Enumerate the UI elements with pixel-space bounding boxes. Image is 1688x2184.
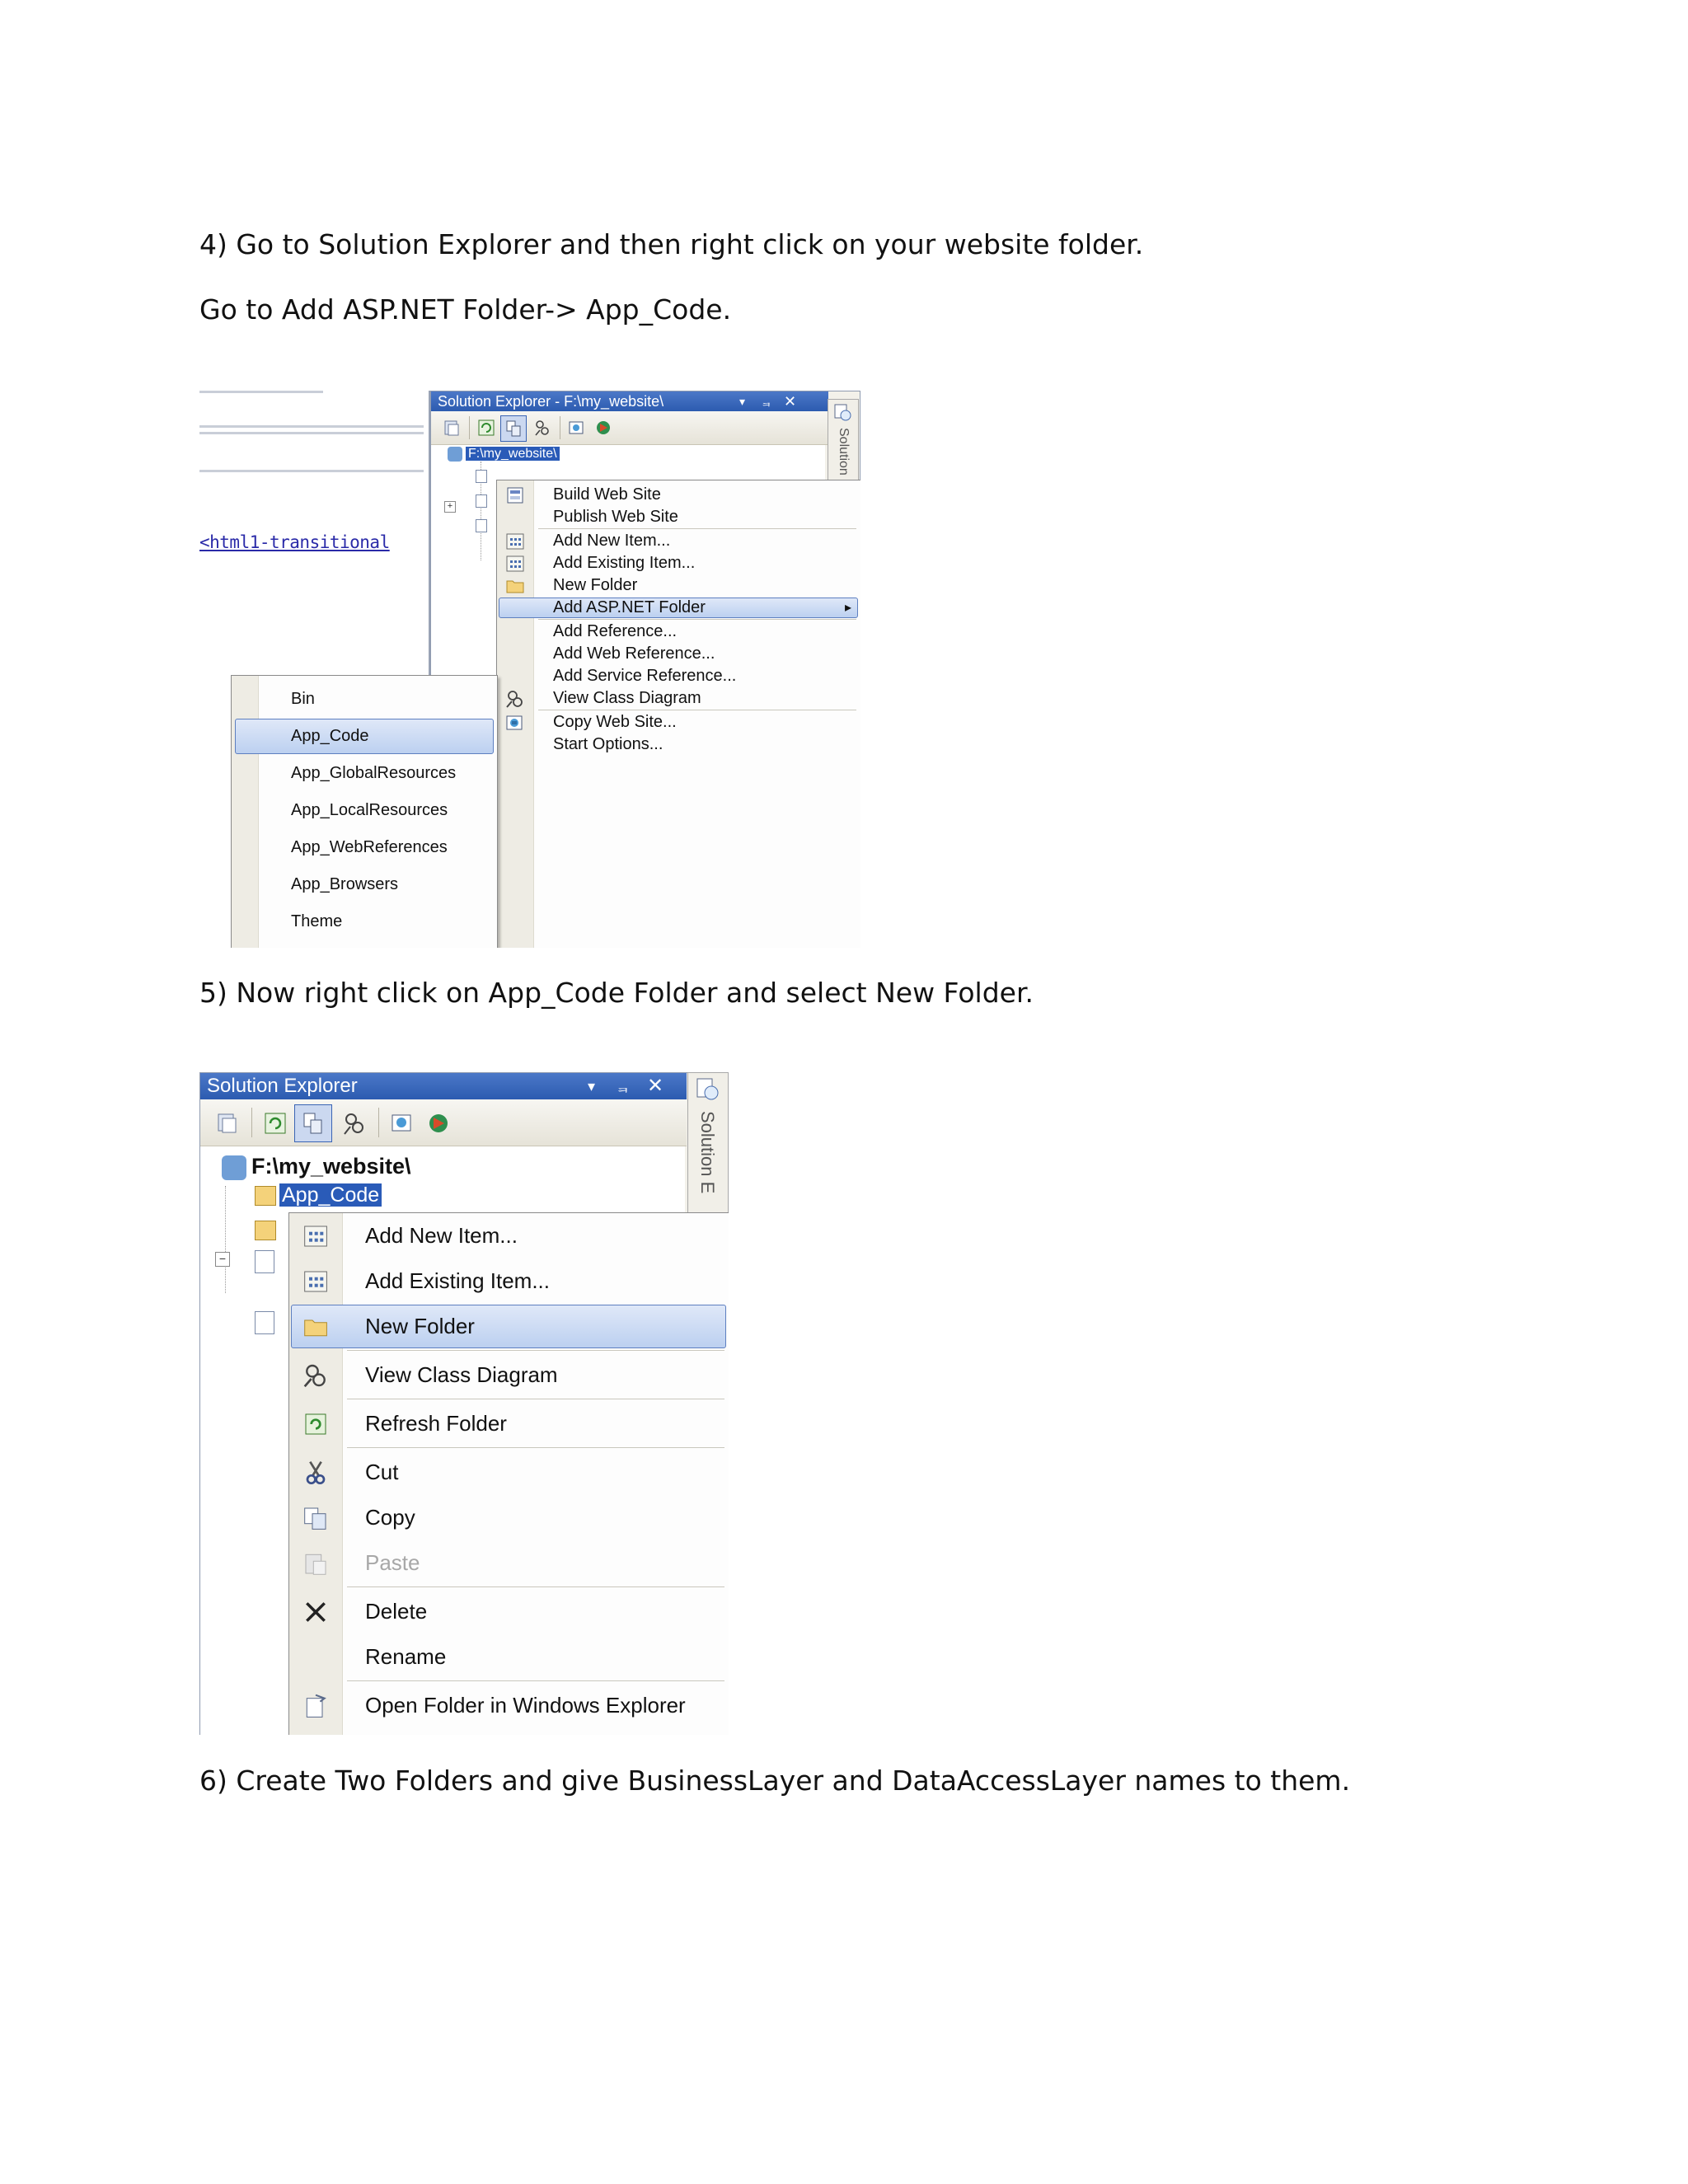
refresh-icon[interactable] [474, 415, 499, 440]
menu-item-label: Add Existing Item... [553, 554, 696, 572]
screenshot-add-aspnet-folder [199, 391, 860, 948]
menu-item-open-folder-in-windows-explorer[interactable] [289, 1683, 729, 1728]
menu-item-publish-web-site[interactable] [497, 506, 860, 528]
menu-item-label: New Folder [365, 1314, 475, 1338]
menu-item-delete[interactable] [289, 1589, 729, 1634]
pin-icon[interactable]: ᆿ [761, 395, 772, 408]
build-icon [497, 484, 533, 506]
menu-item-label: Theme [291, 912, 343, 930]
menu-item-new-folder[interactable] [497, 574, 860, 597]
file-icon [476, 519, 487, 532]
menu-item-label: Copy [365, 1505, 415, 1530]
menu-item-label: App_GlobalResources [291, 764, 457, 782]
tree-line [225, 1186, 227, 1293]
menu-item-add-service-reference[interactable] [497, 665, 860, 687]
properties-icon[interactable] [439, 415, 464, 440]
menu-item-add-existing-item[interactable] [289, 1258, 729, 1304]
editor-divider [199, 470, 424, 472]
menu-item-new-folder[interactable] [289, 1304, 729, 1349]
menu-item-build-web-site[interactable] [497, 484, 860, 506]
editor-divider [199, 425, 424, 428]
toolbar-separator [469, 416, 470, 439]
scissors-icon [289, 1450, 342, 1495]
copy-icon [289, 1495, 342, 1540]
menu-separator [347, 1350, 724, 1351]
screenshot-new-folder [199, 1072, 729, 1735]
dropdown-icon[interactable]: ▾ [739, 395, 746, 408]
step-6-text: 6) Create Two Folders and give BusinessLayer and DataAccessLayer names to them. [199, 1765, 1351, 1797]
add-new-item-icon [497, 530, 533, 552]
class-diagram-icon [497, 687, 533, 710]
file-icon [255, 1311, 274, 1334]
menu-item-label: Delete [365, 1599, 428, 1624]
tree-selected-label: App_Code [279, 1183, 382, 1207]
solution-explorer-icon [695, 1076, 721, 1103]
menu-item-view-class-diagram[interactable] [497, 687, 860, 710]
menu-item-label: Add Reference... [553, 622, 678, 640]
side-tab-label: Solution E [697, 1111, 718, 1194]
menu-item-add-reference[interactable] [497, 621, 860, 643]
class-diagram-icon[interactable] [530, 415, 555, 440]
tree-root-node[interactable] [222, 1151, 411, 1181]
folder-icon [289, 1304, 342, 1349]
file-icon [476, 470, 487, 483]
class-diagram-icon [289, 1352, 342, 1398]
tree-root-node[interactable] [448, 445, 560, 463]
menu-item-label: Add Service Reference... [553, 667, 737, 685]
menu-highlight [291, 1305, 726, 1348]
collapse-icon[interactable]: − [215, 1252, 230, 1267]
menu-item-label: Publish Web Site [553, 508, 678, 526]
open-folder-icon [289, 1683, 342, 1728]
menu-item-label: New Folder [553, 576, 638, 594]
paste-icon [289, 1540, 342, 1586]
menu-item-label: Copy Web Site... [553, 713, 677, 731]
menu-item-start-options[interactable] [497, 733, 860, 756]
refresh-icon[interactable] [258, 1106, 293, 1141]
pin-icon[interactable]: ᆿ [616, 1078, 631, 1094]
menu-item-add-asp-net-folder[interactable] [497, 597, 860, 619]
menu-item-label: Add Existing Item... [365, 1268, 550, 1293]
menu-item-app-webreferences[interactable] [232, 829, 497, 866]
toolbar-separator [251, 1108, 252, 1137]
add-existing-item-icon [497, 552, 533, 574]
solution-explorer-icon [833, 403, 853, 423]
menu-separator [347, 1586, 724, 1587]
folder-icon [255, 1186, 276, 1206]
menu-item-label: App_WebReferences [291, 838, 448, 856]
editor-divider [199, 432, 424, 434]
solution-explorer-title: Solution Explorer [207, 1075, 358, 1097]
menu-item-view-class-diagram[interactable] [289, 1352, 729, 1398]
side-tab-label: Solution [837, 428, 851, 476]
solution-explorer-toolbar [200, 1099, 687, 1146]
menu-item-label: View Class Diagram [553, 689, 701, 707]
menu-item-label: Add Web Reference... [553, 644, 715, 663]
editor-code-text: <html1-transitional [199, 532, 390, 552]
menu-item-copy-web-site[interactable] [497, 711, 860, 733]
menu-item-copy[interactable] [289, 1495, 729, 1540]
step-4-text: 4) Go to Solution Explorer and then right click on your website folder. [199, 228, 1144, 260]
folder-icon [497, 574, 533, 597]
menu-item-label: Paste [365, 1550, 420, 1575]
aspnet-config-icon[interactable] [421, 1106, 456, 1141]
menu-item-app-browsers[interactable] [232, 866, 497, 903]
dropdown-icon[interactable]: ▾ [588, 1078, 596, 1094]
copy-web-site-icon[interactable] [565, 415, 589, 440]
menu-item-label: Cut [365, 1460, 399, 1484]
solution-explorer-title: Solution Explorer - F:\my_website\ [438, 393, 664, 410]
step-4-substep-text: Go to Add ASP.NET Folder-> App_Code. [199, 293, 732, 326]
editor-divider [199, 391, 323, 393]
menu-separator [538, 619, 856, 620]
menu-item-add-new-item[interactable] [289, 1213, 729, 1258]
menu-item-label: Bin [291, 690, 315, 708]
menu-item-label: Add ASP.NET Folder [553, 598, 706, 616]
menu-item-label: App_Code [291, 727, 369, 745]
class-diagram-icon[interactable] [337, 1106, 372, 1141]
context-menu [496, 480, 860, 948]
solution-explorer-title-bar [200, 1073, 687, 1099]
menu-item-add-existing-item[interactable] [497, 552, 860, 574]
add-existing-item-icon [289, 1258, 342, 1304]
file-icon [255, 1250, 274, 1273]
menu-item-bin[interactable] [232, 681, 497, 718]
menu-item-label: Add New Item... [553, 532, 671, 550]
add-new-item-icon [289, 1213, 342, 1258]
menu-item-label: App_LocalResources [291, 801, 448, 819]
menu-item-app-localresources[interactable] [232, 792, 497, 829]
menu-item-refresh-folder[interactable] [289, 1401, 729, 1446]
close-icon[interactable]: ✕ [647, 1075, 664, 1097]
close-icon[interactable]: ✕ [784, 393, 797, 410]
menu-item-label: Open Folder in Windows Explorer [365, 1693, 686, 1718]
menu-item-label: Rename [365, 1644, 447, 1669]
menu-item-label: Start Options... [553, 735, 663, 753]
menu-item-label: Refresh Folder [365, 1411, 507, 1436]
refresh-icon [289, 1401, 342, 1446]
menu-item-label: Build Web Site [553, 485, 661, 504]
menu-item-cut[interactable] [289, 1450, 729, 1495]
website-icon [448, 447, 462, 462]
aspnet-config-icon[interactable] [591, 415, 616, 440]
menu-item-app-code[interactable] [232, 718, 497, 755]
tree-selected-label: F:\my_website\ [466, 447, 560, 461]
menu-item-add-new-item[interactable] [497, 530, 860, 552]
aspnet-folder-submenu [231, 675, 498, 948]
show-all-files-icon[interactable] [500, 415, 527, 442]
menu-item-add-web-reference[interactable] [497, 643, 860, 665]
file-icon [476, 494, 487, 508]
menu-item-app-globalresources[interactable] [232, 755, 497, 792]
menu-item-label: View Class Diagram [365, 1362, 558, 1387]
menu-item-label: App_Browsers [291, 875, 399, 893]
website-icon [222, 1155, 246, 1180]
folder-icon [255, 1221, 276, 1240]
tree-root-label: F:\my_website\ [251, 1154, 411, 1179]
copy-web-site-icon [497, 711, 533, 733]
menu-separator [347, 1680, 724, 1681]
menu-separator [538, 528, 856, 529]
context-menu [288, 1212, 729, 1735]
copy-web-site-icon[interactable] [385, 1106, 420, 1141]
expand-icon[interactable]: + [444, 501, 456, 513]
menu-item-rename[interactable] [289, 1634, 729, 1680]
submenu-arrow-icon: ▸ [844, 601, 851, 615]
tree-app-code-node[interactable] [255, 1183, 382, 1207]
solution-explorer-title-bar [431, 391, 828, 411]
delete-icon [289, 1589, 342, 1634]
toolbar-separator [378, 1108, 379, 1137]
menu-item-label: Add New Item... [365, 1223, 518, 1248]
solution-explorer-toolbar [431, 411, 828, 445]
show-all-files-icon[interactable] [294, 1104, 332, 1142]
step-5-text: 5) Now right click on App_Code Folder and select New Folder. [199, 977, 1034, 1009]
properties-icon[interactable] [210, 1106, 245, 1141]
menu-item-paste [289, 1540, 729, 1586]
menu-separator [347, 1447, 724, 1448]
menu-item-theme[interactable] [232, 903, 497, 940]
